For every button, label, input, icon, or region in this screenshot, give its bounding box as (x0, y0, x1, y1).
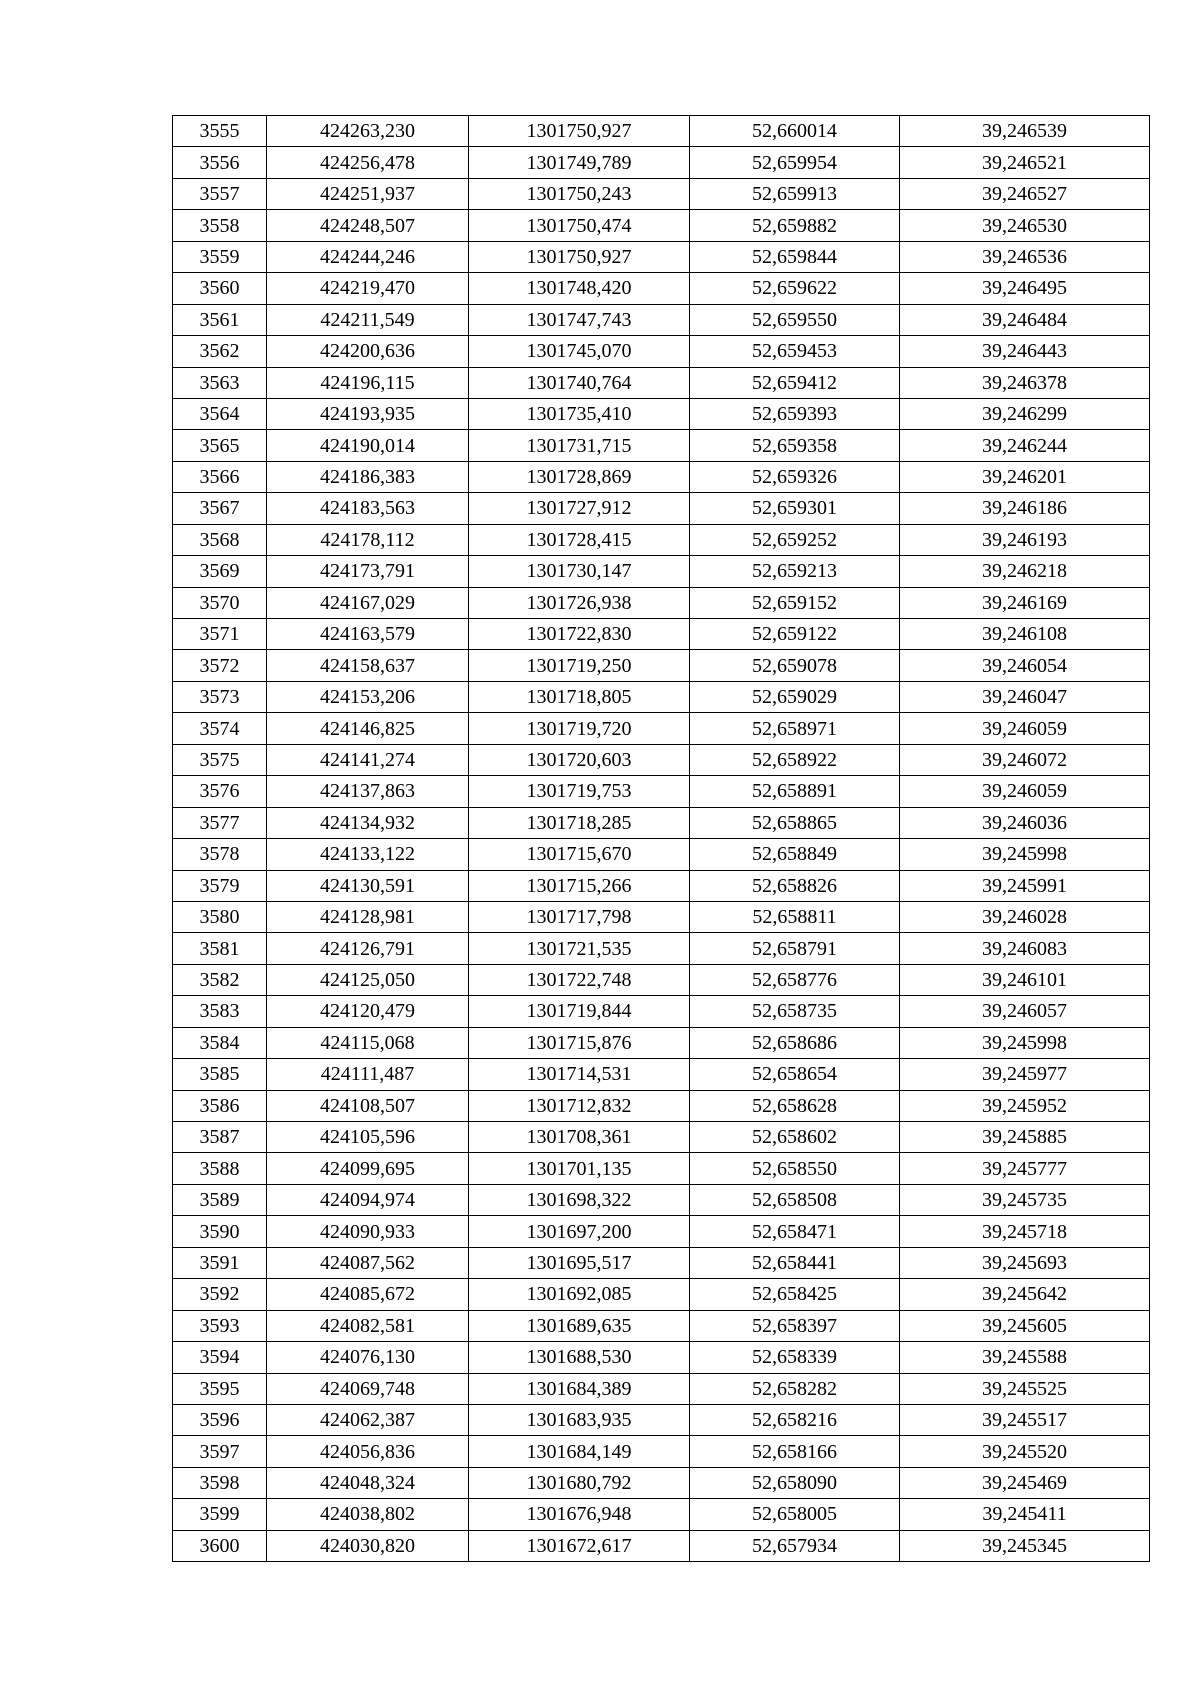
y-coordinate-cell: 1301719,250 (469, 650, 690, 681)
x-coordinate-cell: 424094,974 (267, 1184, 469, 1215)
x-coordinate-cell: 424141,274 (267, 744, 469, 775)
table-row (173, 1499, 1150, 1530)
y-coordinate-cell: 1301728,415 (469, 524, 690, 555)
x-coordinate-cell: 424130,591 (267, 870, 469, 901)
latitude-cell: 52,659078 (690, 650, 900, 681)
longitude-cell: 39,246244 (900, 430, 1150, 461)
y-coordinate-cell: 1301722,748 (469, 964, 690, 995)
y-coordinate-cell: 1301717,798 (469, 901, 690, 932)
point-number-cell: 3598 (173, 1467, 267, 1498)
latitude-cell: 52,659913 (690, 178, 900, 209)
point-number-cell: 3588 (173, 1153, 267, 1184)
longitude-cell: 39,246218 (900, 556, 1150, 587)
y-coordinate-cell: 1301719,844 (469, 996, 690, 1027)
table-row (173, 996, 1150, 1027)
longitude-cell: 39,245998 (900, 839, 1150, 870)
y-coordinate-cell: 1301714,531 (469, 1059, 690, 1090)
y-coordinate-cell: 1301712,832 (469, 1090, 690, 1121)
y-coordinate-cell: 1301718,805 (469, 681, 690, 712)
point-number-cell: 3566 (173, 461, 267, 492)
longitude-cell: 39,245525 (900, 1373, 1150, 1404)
x-coordinate-cell: 424193,935 (267, 398, 469, 429)
point-number-cell: 3595 (173, 1373, 267, 1404)
x-coordinate-cell: 424146,825 (267, 713, 469, 744)
table-row (173, 744, 1150, 775)
table-row (173, 964, 1150, 995)
latitude-cell: 52,660014 (690, 116, 900, 147)
longitude-cell: 39,246072 (900, 744, 1150, 775)
y-coordinate-cell: 1301720,603 (469, 744, 690, 775)
table-row (173, 1247, 1150, 1278)
x-coordinate-cell: 424048,324 (267, 1467, 469, 1498)
table-row (173, 1342, 1150, 1373)
x-coordinate-cell: 424163,579 (267, 619, 469, 650)
point-number-cell: 3574 (173, 713, 267, 744)
longitude-cell: 39,246495 (900, 273, 1150, 304)
x-coordinate-cell: 424134,932 (267, 807, 469, 838)
longitude-cell: 39,245977 (900, 1059, 1150, 1090)
longitude-cell: 39,245991 (900, 870, 1150, 901)
longitude-cell: 39,245520 (900, 1436, 1150, 1467)
longitude-cell: 39,246193 (900, 524, 1150, 555)
latitude-cell: 52,659550 (690, 304, 900, 335)
table-row (173, 241, 1150, 272)
longitude-cell: 39,245777 (900, 1153, 1150, 1184)
table-row (173, 210, 1150, 241)
point-number-cell: 3563 (173, 367, 267, 398)
y-coordinate-cell: 1301715,876 (469, 1027, 690, 1058)
latitude-cell: 52,658735 (690, 996, 900, 1027)
latitude-cell: 52,659213 (690, 556, 900, 587)
longitude-cell: 39,246378 (900, 367, 1150, 398)
point-number-cell: 3575 (173, 744, 267, 775)
latitude-cell: 52,659252 (690, 524, 900, 555)
latitude-cell: 52,659844 (690, 241, 900, 272)
y-coordinate-cell: 1301719,753 (469, 776, 690, 807)
x-coordinate-cell: 424125,050 (267, 964, 469, 995)
x-coordinate-cell: 424251,937 (267, 178, 469, 209)
y-coordinate-cell: 1301728,869 (469, 461, 690, 492)
x-coordinate-cell: 424244,246 (267, 241, 469, 272)
table-row (173, 273, 1150, 304)
table-row (173, 1279, 1150, 1310)
x-coordinate-cell: 424248,507 (267, 210, 469, 241)
x-coordinate-cell: 424115,068 (267, 1027, 469, 1058)
x-coordinate-cell: 424062,387 (267, 1404, 469, 1435)
y-coordinate-cell: 1301727,912 (469, 493, 690, 524)
x-coordinate-cell: 424186,383 (267, 461, 469, 492)
longitude-cell: 39,245469 (900, 1467, 1150, 1498)
point-number-cell: 3561 (173, 304, 267, 335)
point-number-cell: 3591 (173, 1247, 267, 1278)
point-number-cell: 3594 (173, 1342, 267, 1373)
table-row (173, 1027, 1150, 1058)
x-coordinate-cell: 424111,487 (267, 1059, 469, 1090)
x-coordinate-cell: 424173,791 (267, 556, 469, 587)
table-row (173, 1404, 1150, 1435)
longitude-cell: 39,246108 (900, 619, 1150, 650)
longitude-cell: 39,246201 (900, 461, 1150, 492)
latitude-cell: 52,658891 (690, 776, 900, 807)
table-row (173, 430, 1150, 461)
table-row (173, 650, 1150, 681)
latitude-cell: 52,658922 (690, 744, 900, 775)
table-row (173, 1122, 1150, 1153)
table-row (173, 870, 1150, 901)
x-coordinate-cell: 424069,748 (267, 1373, 469, 1404)
y-coordinate-cell: 1301719,720 (469, 713, 690, 744)
table-row (173, 1436, 1150, 1467)
table-row (173, 839, 1150, 870)
point-number-cell: 3587 (173, 1122, 267, 1153)
x-coordinate-cell: 424183,563 (267, 493, 469, 524)
point-number-cell: 3569 (173, 556, 267, 587)
latitude-cell: 52,658849 (690, 839, 900, 870)
y-coordinate-cell: 1301701,135 (469, 1153, 690, 1184)
longitude-cell: 39,246059 (900, 776, 1150, 807)
table-row (173, 587, 1150, 618)
table-row (173, 493, 1150, 524)
point-number-cell: 3578 (173, 839, 267, 870)
table-row (173, 304, 1150, 335)
latitude-cell: 52,658441 (690, 1247, 900, 1278)
longitude-cell: 39,246484 (900, 304, 1150, 335)
y-coordinate-cell: 1301688,530 (469, 1342, 690, 1373)
longitude-cell: 39,246443 (900, 336, 1150, 367)
longitude-cell: 39,245411 (900, 1499, 1150, 1530)
y-coordinate-cell: 1301692,085 (469, 1279, 690, 1310)
table-row (173, 1059, 1150, 1090)
point-number-cell: 3565 (173, 430, 267, 461)
x-coordinate-cell: 424099,695 (267, 1153, 469, 1184)
point-number-cell: 3571 (173, 619, 267, 650)
longitude-cell: 39,245952 (900, 1090, 1150, 1121)
x-coordinate-cell: 424200,636 (267, 336, 469, 367)
table-row (173, 336, 1150, 367)
x-coordinate-cell: 424105,596 (267, 1122, 469, 1153)
x-coordinate-cell: 424030,820 (267, 1530, 469, 1561)
coordinate-table-body (173, 116, 1150, 1562)
longitude-cell: 39,246059 (900, 713, 1150, 744)
point-number-cell: 3560 (173, 273, 267, 304)
y-coordinate-cell: 1301697,200 (469, 1216, 690, 1247)
y-coordinate-cell: 1301745,070 (469, 336, 690, 367)
latitude-cell: 52,658508 (690, 1184, 900, 1215)
x-coordinate-cell: 424085,672 (267, 1279, 469, 1310)
latitude-cell: 52,658865 (690, 807, 900, 838)
point-number-cell: 3593 (173, 1310, 267, 1341)
x-coordinate-cell: 424263,230 (267, 116, 469, 147)
x-coordinate-cell: 424056,836 (267, 1436, 469, 1467)
x-coordinate-cell: 424087,562 (267, 1247, 469, 1278)
point-number-cell: 3584 (173, 1027, 267, 1058)
latitude-cell: 52,658654 (690, 1059, 900, 1090)
x-coordinate-cell: 424219,470 (267, 273, 469, 304)
longitude-cell: 39,246186 (900, 493, 1150, 524)
y-coordinate-cell: 1301750,474 (469, 210, 690, 241)
x-coordinate-cell: 424158,637 (267, 650, 469, 681)
point-number-cell: 3572 (173, 650, 267, 681)
table-row (173, 1153, 1150, 1184)
longitude-cell: 39,245345 (900, 1530, 1150, 1561)
point-number-cell: 3581 (173, 933, 267, 964)
table-row (173, 1090, 1150, 1121)
y-coordinate-cell: 1301750,243 (469, 178, 690, 209)
latitude-cell: 52,658686 (690, 1027, 900, 1058)
table-row (173, 901, 1150, 932)
longitude-cell: 39,246521 (900, 147, 1150, 178)
x-coordinate-cell: 424090,933 (267, 1216, 469, 1247)
point-number-cell: 3558 (173, 210, 267, 241)
point-number-cell: 3555 (173, 116, 267, 147)
table-row (173, 1216, 1150, 1247)
table-row (173, 1530, 1150, 1561)
table-row (173, 713, 1150, 744)
longitude-cell: 39,246169 (900, 587, 1150, 618)
y-coordinate-cell: 1301731,715 (469, 430, 690, 461)
longitude-cell: 39,246536 (900, 241, 1150, 272)
longitude-cell: 39,245718 (900, 1216, 1150, 1247)
point-number-cell: 3580 (173, 901, 267, 932)
point-number-cell: 3596 (173, 1404, 267, 1435)
y-coordinate-cell: 1301689,635 (469, 1310, 690, 1341)
x-coordinate-cell: 424082,581 (267, 1310, 469, 1341)
longitude-cell: 39,245642 (900, 1279, 1150, 1310)
y-coordinate-cell: 1301748,420 (469, 273, 690, 304)
y-coordinate-cell: 1301750,927 (469, 116, 690, 147)
table-row (173, 1467, 1150, 1498)
latitude-cell: 52,658791 (690, 933, 900, 964)
x-coordinate-cell: 424196,115 (267, 367, 469, 398)
x-coordinate-cell: 424076,130 (267, 1342, 469, 1373)
coordinate-table (172, 115, 1150, 1562)
x-coordinate-cell: 424133,122 (267, 839, 469, 870)
point-number-cell: 3590 (173, 1216, 267, 1247)
y-coordinate-cell: 1301715,266 (469, 870, 690, 901)
longitude-cell: 39,246299 (900, 398, 1150, 429)
latitude-cell: 52,658628 (690, 1090, 900, 1121)
longitude-cell: 39,245735 (900, 1184, 1150, 1215)
table-row (173, 776, 1150, 807)
x-coordinate-cell: 424126,791 (267, 933, 469, 964)
y-coordinate-cell: 1301683,935 (469, 1404, 690, 1435)
table-row (173, 178, 1150, 209)
longitude-cell: 39,246054 (900, 650, 1150, 681)
longitude-cell: 39,246047 (900, 681, 1150, 712)
latitude-cell: 52,658471 (690, 1216, 900, 1247)
latitude-cell: 52,658282 (690, 1373, 900, 1404)
y-coordinate-cell: 1301684,149 (469, 1436, 690, 1467)
table-row (173, 1310, 1150, 1341)
latitude-cell: 52,658602 (690, 1122, 900, 1153)
point-number-cell: 3559 (173, 241, 267, 272)
x-coordinate-cell: 424167,029 (267, 587, 469, 618)
latitude-cell: 52,659412 (690, 367, 900, 398)
y-coordinate-cell: 1301708,361 (469, 1122, 690, 1153)
point-number-cell: 3586 (173, 1090, 267, 1121)
y-coordinate-cell: 1301747,743 (469, 304, 690, 335)
y-coordinate-cell: 1301750,927 (469, 241, 690, 272)
latitude-cell: 52,658425 (690, 1279, 900, 1310)
point-number-cell: 3592 (173, 1279, 267, 1310)
table-row (173, 619, 1150, 650)
longitude-cell: 39,246057 (900, 996, 1150, 1027)
longitude-cell: 39,246083 (900, 933, 1150, 964)
latitude-cell: 52,658005 (690, 1499, 900, 1530)
table-row (173, 461, 1150, 492)
y-coordinate-cell: 1301718,285 (469, 807, 690, 838)
longitude-cell: 39,246101 (900, 964, 1150, 995)
latitude-cell: 52,659326 (690, 461, 900, 492)
y-coordinate-cell: 1301698,322 (469, 1184, 690, 1215)
x-coordinate-cell: 424178,112 (267, 524, 469, 555)
latitude-cell: 52,658216 (690, 1404, 900, 1435)
longitude-cell: 39,245517 (900, 1404, 1150, 1435)
x-coordinate-cell: 424153,206 (267, 681, 469, 712)
latitude-cell: 52,659152 (690, 587, 900, 618)
y-coordinate-cell: 1301749,789 (469, 147, 690, 178)
point-number-cell: 3600 (173, 1530, 267, 1561)
longitude-cell: 39,245693 (900, 1247, 1150, 1278)
x-coordinate-cell: 424211,549 (267, 304, 469, 335)
y-coordinate-cell: 1301676,948 (469, 1499, 690, 1530)
point-number-cell: 3585 (173, 1059, 267, 1090)
latitude-cell: 52,658090 (690, 1467, 900, 1498)
point-number-cell: 3582 (173, 964, 267, 995)
latitude-cell: 52,658339 (690, 1342, 900, 1373)
latitude-cell: 52,658550 (690, 1153, 900, 1184)
latitude-cell: 52,658971 (690, 713, 900, 744)
longitude-cell: 39,246036 (900, 807, 1150, 838)
point-number-cell: 3597 (173, 1436, 267, 1467)
y-coordinate-cell: 1301684,389 (469, 1373, 690, 1404)
latitude-cell: 52,659882 (690, 210, 900, 241)
table-row (173, 398, 1150, 429)
y-coordinate-cell: 1301722,830 (469, 619, 690, 650)
latitude-cell: 52,658776 (690, 964, 900, 995)
latitude-cell: 52,659393 (690, 398, 900, 429)
latitude-cell: 52,658397 (690, 1310, 900, 1341)
table-row (173, 1373, 1150, 1404)
x-coordinate-cell: 424108,507 (267, 1090, 469, 1121)
y-coordinate-cell: 1301695,517 (469, 1247, 690, 1278)
y-coordinate-cell: 1301726,938 (469, 587, 690, 618)
y-coordinate-cell: 1301680,792 (469, 1467, 690, 1498)
latitude-cell: 52,659358 (690, 430, 900, 461)
x-coordinate-cell: 424190,014 (267, 430, 469, 461)
longitude-cell: 39,245588 (900, 1342, 1150, 1373)
y-coordinate-cell: 1301735,410 (469, 398, 690, 429)
longitude-cell: 39,246539 (900, 116, 1150, 147)
latitude-cell: 52,657934 (690, 1530, 900, 1561)
longitude-cell: 39,246530 (900, 210, 1150, 241)
latitude-cell: 52,659029 (690, 681, 900, 712)
point-number-cell: 3599 (173, 1499, 267, 1530)
x-coordinate-cell: 424120,479 (267, 996, 469, 1027)
point-number-cell: 3583 (173, 996, 267, 1027)
y-coordinate-cell: 1301721,535 (469, 933, 690, 964)
x-coordinate-cell: 424128,981 (267, 901, 469, 932)
table-row (173, 1184, 1150, 1215)
latitude-cell: 52,659954 (690, 147, 900, 178)
y-coordinate-cell: 1301715,670 (469, 839, 690, 870)
point-number-cell: 3567 (173, 493, 267, 524)
x-coordinate-cell: 424256,478 (267, 147, 469, 178)
point-number-cell: 3589 (173, 1184, 267, 1215)
latitude-cell: 52,659453 (690, 336, 900, 367)
point-number-cell: 3556 (173, 147, 267, 178)
point-number-cell: 3570 (173, 587, 267, 618)
y-coordinate-cell: 1301730,147 (469, 556, 690, 587)
longitude-cell: 39,245885 (900, 1122, 1150, 1153)
table-row (173, 116, 1150, 147)
longitude-cell: 39,245605 (900, 1310, 1150, 1341)
table-row (173, 933, 1150, 964)
latitude-cell: 52,658826 (690, 870, 900, 901)
table-row (173, 807, 1150, 838)
latitude-cell: 52,659301 (690, 493, 900, 524)
point-number-cell: 3576 (173, 776, 267, 807)
longitude-cell: 39,246527 (900, 178, 1150, 209)
latitude-cell: 52,659122 (690, 619, 900, 650)
table-row (173, 556, 1150, 587)
latitude-cell: 52,659622 (690, 273, 900, 304)
table-row (173, 681, 1150, 712)
latitude-cell: 52,658811 (690, 901, 900, 932)
y-coordinate-cell: 1301740,764 (469, 367, 690, 398)
longitude-cell: 39,246028 (900, 901, 1150, 932)
x-coordinate-cell: 424038,802 (267, 1499, 469, 1530)
latitude-cell: 52,658166 (690, 1436, 900, 1467)
table-row (173, 147, 1150, 178)
point-number-cell: 3568 (173, 524, 267, 555)
point-number-cell: 3577 (173, 807, 267, 838)
point-number-cell: 3573 (173, 681, 267, 712)
point-number-cell: 3557 (173, 178, 267, 209)
x-coordinate-cell: 424137,863 (267, 776, 469, 807)
y-coordinate-cell: 1301672,617 (469, 1530, 690, 1561)
point-number-cell: 3562 (173, 336, 267, 367)
table-row (173, 367, 1150, 398)
longitude-cell: 39,245998 (900, 1027, 1150, 1058)
table-row (173, 524, 1150, 555)
point-number-cell: 3579 (173, 870, 267, 901)
point-number-cell: 3564 (173, 398, 267, 429)
